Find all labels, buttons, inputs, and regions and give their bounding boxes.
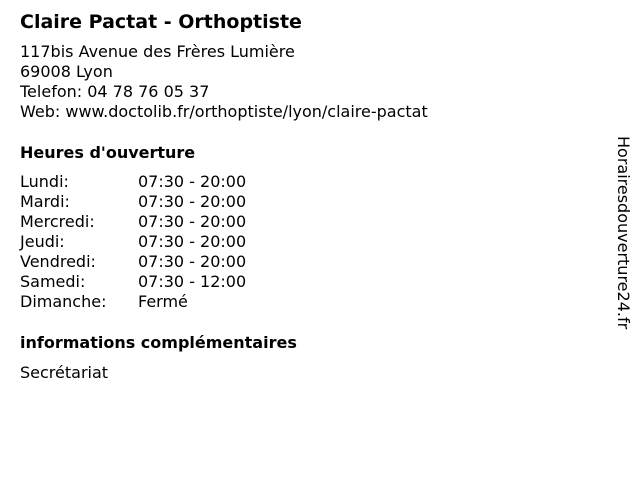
additional-info-heading: informations complémentaires — [20, 333, 297, 352]
street-address: 117bis Avenue des Frères Lumière — [20, 42, 295, 61]
time-range: Fermé — [138, 292, 188, 311]
hours-row-saturday — [20, 272, 600, 292]
time-range: 07:30 - 12:00 — [138, 272, 247, 291]
day-label: Jeudi: — [20, 232, 65, 251]
day-label: Dimanche: — [20, 292, 107, 311]
time-range: 07:30 - 20:00 — [138, 192, 247, 211]
hours-row-wednesday — [20, 212, 600, 232]
hours-row-sunday — [20, 292, 600, 312]
hours-row-friday — [20, 252, 600, 272]
hours-row-monday — [20, 172, 600, 192]
business-card — [20, 8, 600, 383]
site-watermark: Horairesdouverture24.fr — [614, 136, 633, 330]
address-block — [20, 42, 600, 122]
day-label: Mardi: — [20, 192, 70, 211]
city-postcode: 69008 Lyon — [20, 62, 113, 81]
hours-row-tuesday — [20, 192, 600, 212]
business-title: Claire Pactat - Orthoptiste — [20, 11, 302, 33]
day-label: Samedi: — [20, 272, 86, 291]
opening-hours-table — [20, 172, 600, 312]
hours-row-thursday — [20, 232, 600, 252]
website-url: Web: www.doctolib.fr/orthoptiste/lyon/claire-pactat — [20, 102, 428, 121]
time-range: 07:30 - 20:00 — [138, 252, 247, 271]
time-range: 07:30 - 20:00 — [138, 232, 247, 251]
opening-hours-heading: Heures d'ouverture — [20, 143, 196, 162]
time-range: 07:30 - 20:00 — [138, 172, 247, 191]
day-label: Mercredi: — [20, 212, 95, 231]
day-label: Vendredi: — [20, 252, 96, 271]
day-label: Lundi: — [20, 172, 69, 191]
time-range: 07:30 - 20:00 — [138, 212, 247, 231]
additional-info-text: Secrétariat — [20, 363, 109, 382]
phone-number: Telefon: 04 78 76 05 37 — [20, 82, 210, 101]
